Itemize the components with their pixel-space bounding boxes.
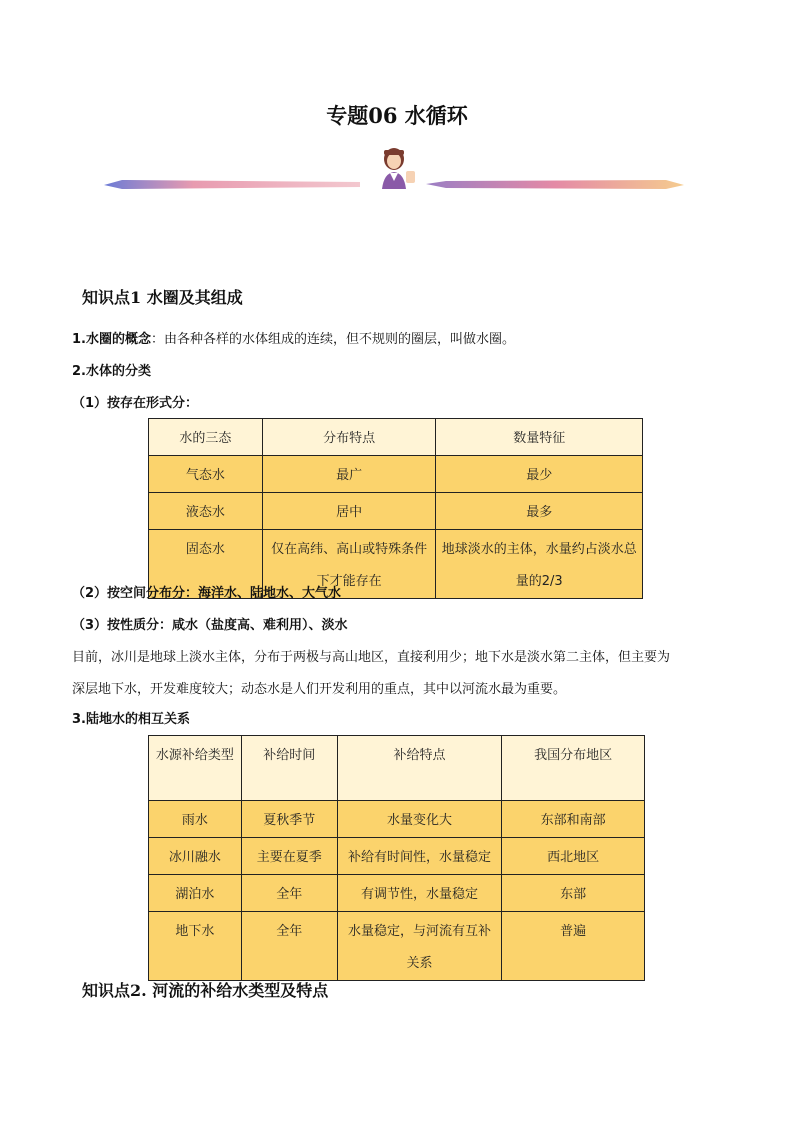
table-header-cell: 水的三态 [149, 419, 263, 456]
land-water-supply-table [148, 735, 645, 981]
table-row [149, 493, 643, 530]
note-line-1: 目前，冰川是地球上淡水主体，分布于两极与高山地区，直接利用少；地下水是淡水第二主体，但主要为 [72, 650, 671, 665]
header-decoration-left [104, 176, 360, 192]
table-cell: 雨水 [149, 801, 242, 838]
table-cell: 湖泊水 [149, 875, 242, 912]
table-cell: 水量变化大 [337, 801, 502, 838]
table-header-cell: 补给特点 [337, 736, 502, 801]
table-cell: 地球淡水的主体，水量约占淡水总量的2/3 [436, 530, 643, 599]
concept-text: ：由各种各样的水体组成的连续，但不规则的圈层，叫做水圈。 [150, 332, 515, 347]
table-cell: 有调节性，水量稳定 [337, 875, 502, 912]
teacher-avatar-icon [372, 145, 422, 191]
table-row [149, 838, 645, 875]
relation-heading: 3.陆地水的相互关系 [72, 712, 190, 727]
note-line-2: 深层地下水，开发难度较大；动态水是人们开发利用的重点，其中以河流水最为重要。 [72, 682, 567, 697]
table-header-cell: 分布特点 [262, 419, 436, 456]
table-header-row [149, 419, 643, 456]
table-header-cell: 我国分布地区 [502, 736, 645, 801]
section-heading-1: 知识点1 水圈及其组成 [82, 288, 243, 307]
page-title: 专题06 水循环 [326, 103, 468, 128]
table-cell: 最广 [262, 456, 436, 493]
water-states-table [148, 418, 643, 599]
table-cell: 地下水 [149, 912, 242, 981]
table-cell: 居中 [262, 493, 436, 530]
table-header-cell: 数量特征 [436, 419, 643, 456]
header-decoration-right [426, 176, 684, 192]
by-space-line: （2）按空间分布分：海洋水、陆地水、大气水 [72, 586, 342, 601]
table-cell: 东部和南部 [502, 801, 645, 838]
concept-paragraph [72, 324, 515, 356]
table-cell: 补给有时间性，水量稳定 [337, 838, 502, 875]
table-cell: 最少 [436, 456, 643, 493]
table-row [149, 456, 643, 493]
table-cell: 普遍 [502, 912, 645, 981]
table-cell: 仅在高纬、高山或特殊条件下才能存在 [262, 530, 436, 599]
table-cell: 固态水 [149, 530, 263, 599]
table-row [149, 875, 645, 912]
concept-term: 1.水圈的概念 [72, 332, 151, 347]
table-header-cell: 补给时间 [241, 736, 337, 801]
table-cell: 全年 [241, 875, 337, 912]
table-cell: 全年 [241, 912, 337, 981]
table-cell: 水量稳定，与河流有互补关系 [337, 912, 502, 981]
table-row [149, 912, 645, 981]
table-header-cell: 水源补给类型 [149, 736, 242, 801]
table-cell: 冰川融水 [149, 838, 242, 875]
table-cell: 最多 [436, 493, 643, 530]
by-form-heading: （1）按存在形式分： [72, 396, 199, 411]
classification-heading: 2.水体的分类 [72, 364, 151, 379]
table-cell: 西北地区 [502, 838, 645, 875]
table-row [149, 801, 645, 838]
section-heading-2: 知识点2. 河流的补给水类型及特点 [82, 981, 329, 1000]
table-cell: 夏秋季节 [241, 801, 337, 838]
table-cell: 液态水 [149, 493, 263, 530]
by-nature-line: （3）按性质分：咸水（盐度高、难利用）、淡水 [72, 618, 348, 633]
table-header-row [149, 736, 645, 801]
table-cell: 主要在夏季 [241, 838, 337, 875]
table-cell: 气态水 [149, 456, 263, 493]
table-cell: 东部 [502, 875, 645, 912]
